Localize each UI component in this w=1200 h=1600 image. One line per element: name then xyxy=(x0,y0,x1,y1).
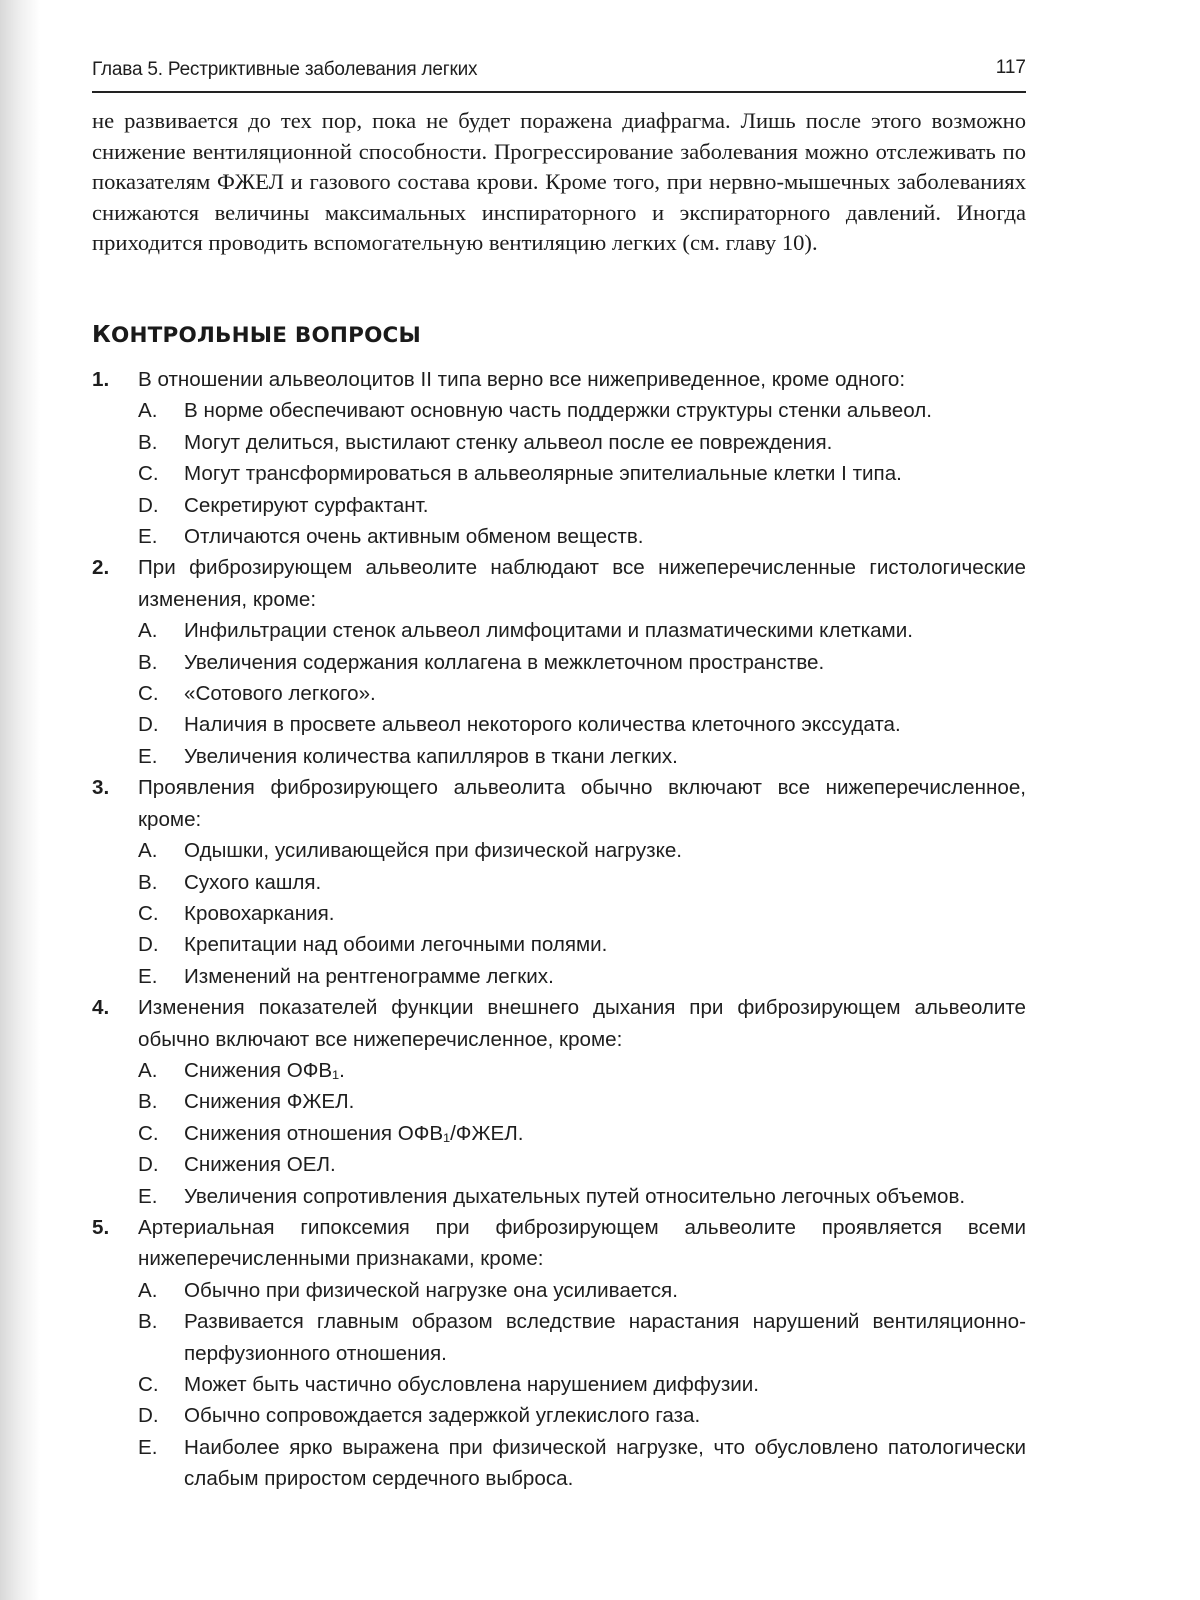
option-text: Снижения ФЖЕЛ. xyxy=(184,1090,355,1114)
option-letter: B. xyxy=(138,1310,158,1334)
option-text: Инфильтрации стенок альвеол лимфоцитами и плазматическими клетками. xyxy=(184,619,913,643)
option-text: Обычно сопровождается задержкой углекислого газа. xyxy=(184,1404,701,1428)
answer-option xyxy=(138,647,1026,678)
answer-option xyxy=(138,741,1026,772)
option-text: Снижения ОЕЛ. xyxy=(184,1153,336,1177)
question-1 xyxy=(92,364,1026,552)
option-letter: C. xyxy=(138,462,159,486)
question-text: Артериальная гипоксемия при фиброзирующем альвеолите проявляется всеми нижеперечисленными признаками, кроме: xyxy=(138,1215,1026,1271)
answer-option xyxy=(138,1118,1026,1149)
option-letter: E. xyxy=(138,744,158,768)
question-text: В отношении альвеолоцитов II типа верно все нижеприведенное, кроме одного: xyxy=(138,368,906,391)
answer-option xyxy=(138,490,1026,521)
question-4 xyxy=(92,992,1026,1212)
question-list xyxy=(92,364,1026,1495)
option-text: В норме обеспечивают основную часть поддержки структуры стенки альвеол. xyxy=(184,399,932,423)
option-text: Одышки, усиливающейся при физической нагрузке. xyxy=(184,839,683,863)
option-text: Наличия в просвете альвеол некоторого количества клеточного экссудата. xyxy=(184,713,901,737)
answer-option xyxy=(138,1055,1026,1086)
question-3 xyxy=(92,772,1026,992)
option-letter: C. xyxy=(138,901,159,925)
option-letter: E. xyxy=(138,964,158,988)
option-letter: E. xyxy=(138,525,158,549)
option-letter: A. xyxy=(138,839,158,863)
option-letter: B. xyxy=(138,1090,158,1114)
question-number: 5. xyxy=(92,1215,110,1239)
question-2 xyxy=(92,552,1026,772)
question-number: 4. xyxy=(92,996,110,1020)
answer-option xyxy=(138,1400,1026,1431)
option-text: Отличаются очень активным обменом веществ. xyxy=(184,525,644,549)
answer-option xyxy=(138,835,1026,866)
option-letter: C. xyxy=(138,1373,159,1396)
option-letter: C. xyxy=(138,682,159,706)
answer-option xyxy=(138,395,1026,426)
option-letter: B. xyxy=(138,430,158,454)
answer-option xyxy=(138,898,1026,929)
option-text: Сухого кашля. xyxy=(184,870,322,894)
option-letter: E. xyxy=(138,1184,158,1208)
question-text: Изменения показателей функции внешнего дыхания при фиброзирующем альвеолите обычно включают все нижеперечисленное, кроме: xyxy=(138,996,1026,1051)
answer-option xyxy=(138,1086,1026,1117)
section-heading-rest: ОНТРОЛЬНЫЕ ВОПРОСЫ xyxy=(111,323,422,348)
option-text: Развивается главным образом вследствие нарастания нарушений вентиляционно-перфузионного отношения. xyxy=(184,1310,1026,1365)
option-letter: A. xyxy=(138,399,158,423)
question-number: 2. xyxy=(92,556,110,580)
option-letter: D. xyxy=(138,713,159,737)
option-letter: D. xyxy=(138,493,159,517)
option-letter: A. xyxy=(138,1278,158,1302)
running-head xyxy=(92,57,1026,93)
option-letter: D. xyxy=(138,933,159,957)
answer-option xyxy=(138,1369,1026,1400)
option-text: Увеличения содержания коллагена в межклеточном пространстве. xyxy=(184,650,825,674)
question-5 xyxy=(92,1212,1026,1495)
answer-options xyxy=(138,1275,1026,1495)
option-letter: B. xyxy=(138,650,158,674)
answer-option xyxy=(138,867,1026,898)
answer-option xyxy=(138,1432,1026,1495)
option-text: Снижения отношения ОФВ₁/ФЖЕЛ. xyxy=(184,1121,524,1145)
option-text: Кровохаркания. xyxy=(184,901,335,925)
answer-option xyxy=(138,1149,1026,1180)
option-text: Обычно при физической нагрузке она усиливается. xyxy=(184,1278,678,1302)
answer-option xyxy=(138,427,1026,458)
answer-option xyxy=(138,1181,1026,1212)
answer-options xyxy=(138,1055,1026,1212)
option-letter: C. xyxy=(138,1121,159,1145)
page-number: 117 xyxy=(995,57,1026,78)
answer-option xyxy=(138,709,1026,740)
question-number: 1. xyxy=(92,368,110,391)
option-letter: A. xyxy=(138,1058,158,1082)
option-text: Секретируют сурфактант. xyxy=(184,493,429,517)
answer-option xyxy=(138,521,1026,552)
option-letter: D. xyxy=(138,1153,159,1177)
option-text: Увеличения количества капилляров в ткани легких. xyxy=(184,744,678,768)
answer-option xyxy=(138,961,1026,992)
question-text: Проявления фиброзирующего альвеолита обычно включают все нижеперечисленное, кроме: xyxy=(138,776,1026,831)
answer-option xyxy=(138,678,1026,709)
option-text: Могут трансформироваться в альвеолярные эпителиальные клетки I типа. xyxy=(184,462,902,486)
option-text: Изменений на рентгенограмме легких. xyxy=(184,964,554,988)
question-text: При фиброзирующем альвеолите наблюдают все нижеперечисленные гистологические изменения, кроме: xyxy=(138,556,1026,611)
option-letter: D. xyxy=(138,1404,159,1428)
answer-option xyxy=(138,458,1026,489)
option-text: «Сотового легкого». xyxy=(184,682,376,706)
answer-options xyxy=(138,395,1026,552)
option-text: Снижения ОФВ₁. xyxy=(184,1058,345,1082)
option-text: Увеличения сопротивления дыхательных путей относительно легочных объемов. xyxy=(184,1184,966,1208)
option-letter: E. xyxy=(138,1435,158,1459)
answer-options xyxy=(138,835,1026,992)
option-letter: B. xyxy=(138,870,158,894)
option-text: Может быть частично обусловлена нарушением диффузии. xyxy=(184,1373,759,1396)
option-letter: A. xyxy=(138,619,158,643)
option-text: Крепитации над обоими легочными полями. xyxy=(184,933,608,957)
question-number: 3. xyxy=(92,776,110,800)
answer-option xyxy=(138,1275,1026,1306)
section-heading-initial: К xyxy=(92,322,111,348)
answer-option xyxy=(138,615,1026,646)
option-text: Могут делиться, выстилают стенку альвеол после ее повреждения. xyxy=(184,430,833,454)
answer-option xyxy=(138,1306,1026,1369)
section-heading xyxy=(92,322,421,348)
option-text: Наиболее ярко выражена при физической нагрузке, что обусловлено патологически слабым приростом сердечного выброса. xyxy=(184,1435,1026,1491)
answer-option xyxy=(138,929,1026,960)
chapter-title: Глава 5. Рестриктивные заболевания легких xyxy=(92,59,478,80)
answer-options xyxy=(138,615,1026,772)
intro-paragraph: не развивается до тех пор, пока не будет поражена диафрагма. Лишь после этого возможно снижение вентиляционной способности. Прогрессирование заболевания можно отслеживать по показателям ФЖЕЛ и газового состава крови. Кроме того, при нервно-мышечных заболеваниях снижаются величины максимальных инспираторного и экспираторного давлений. Иногда приходится проводить вспомогательную вентиляцию легких (см. главу 10). xyxy=(92,108,1026,255)
